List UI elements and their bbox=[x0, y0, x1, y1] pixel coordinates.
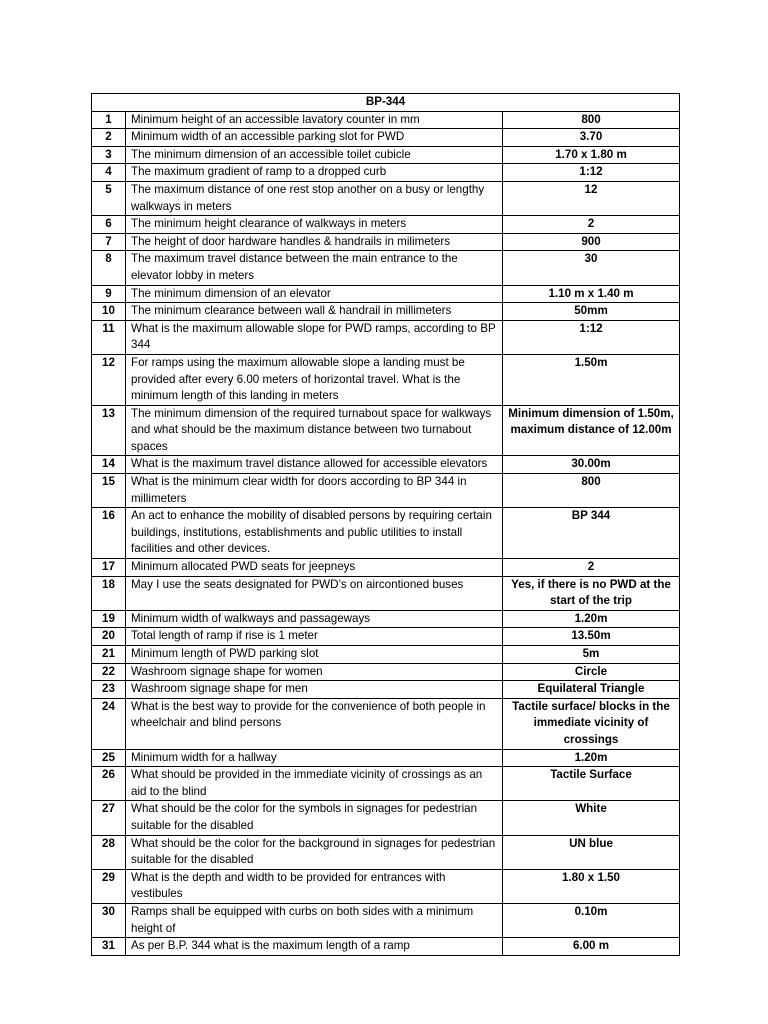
table-body bbox=[92, 111, 680, 955]
answer-cell: 900 bbox=[503, 233, 680, 251]
question-cell: May I use the seats designated for PWD’s on aircontioned buses bbox=[126, 576, 503, 610]
row-number: 27 bbox=[92, 801, 126, 835]
question-cell: The maximum distance of one rest stop another on a busy or lengthy walkways in meters bbox=[126, 181, 503, 215]
question-cell: What is the maximum allowable slope for PWD ramps, according to BP 344 bbox=[126, 320, 503, 354]
table-row bbox=[92, 663, 680, 681]
answer-cell: 2 bbox=[503, 559, 680, 577]
row-number: 11 bbox=[92, 320, 126, 354]
row-number: 15 bbox=[92, 474, 126, 508]
table-row bbox=[92, 474, 680, 508]
question-cell: What should be provided in the immediate vicinity of crossings as an aid to the blind bbox=[126, 767, 503, 801]
answer-cell: 0.10m bbox=[503, 903, 680, 937]
row-number: 8 bbox=[92, 251, 126, 285]
row-number: 12 bbox=[92, 354, 126, 405]
answer-cell: 1.80 x 1.50 bbox=[503, 869, 680, 903]
question-cell: What is the depth and width to be provided for entrances with vestibules bbox=[126, 869, 503, 903]
table-row bbox=[92, 111, 680, 129]
answer-cell: Tactile Surface bbox=[503, 767, 680, 801]
row-number: 29 bbox=[92, 869, 126, 903]
answer-cell: Circle bbox=[503, 663, 680, 681]
answer-cell: 1:12 bbox=[503, 320, 680, 354]
answer-cell: 6.00 m bbox=[503, 938, 680, 956]
table-row bbox=[92, 576, 680, 610]
row-number: 6 bbox=[92, 216, 126, 234]
row-number: 10 bbox=[92, 303, 126, 321]
table-row bbox=[92, 129, 680, 147]
answer-cell: 30 bbox=[503, 251, 680, 285]
row-number: 24 bbox=[92, 698, 126, 749]
question-cell: The height of door hardware handles & handrails in milimeters bbox=[126, 233, 503, 251]
table-row bbox=[92, 508, 680, 559]
table-row bbox=[92, 303, 680, 321]
answer-cell: 1.20m bbox=[503, 749, 680, 767]
question-cell: An act to enhance the mobility of disabled persons by requiring certain buildings, institutions, establishments and public utilities to install facilities and other devices. bbox=[126, 508, 503, 559]
question-cell: The minimum dimension of the required turnabout space for walkways and what should be the maximum distance between two turnabout spaces bbox=[126, 405, 503, 456]
answer-cell: Yes, if there is no PWD at the start of the trip bbox=[503, 576, 680, 610]
answer-cell: 800 bbox=[503, 111, 680, 129]
answer-cell: 1.70 x 1.80 m bbox=[503, 146, 680, 164]
table-row bbox=[92, 610, 680, 628]
answer-cell: 1:12 bbox=[503, 164, 680, 182]
answer-cell: Tactile surface/ blocks in the immediate vicinity of crossings bbox=[503, 698, 680, 749]
table-row bbox=[92, 320, 680, 354]
row-number: 4 bbox=[92, 164, 126, 182]
question-cell: Washroom signage shape for women bbox=[126, 663, 503, 681]
table-row bbox=[92, 938, 680, 956]
row-number: 18 bbox=[92, 576, 126, 610]
table-row bbox=[92, 181, 680, 215]
answer-cell: Equilateral Triangle bbox=[503, 681, 680, 699]
table-row bbox=[92, 146, 680, 164]
row-number: 7 bbox=[92, 233, 126, 251]
question-cell: What is the minimum clear width for doors according to BP 344 in millimeters bbox=[126, 474, 503, 508]
row-number: 9 bbox=[92, 285, 126, 303]
bp344-table bbox=[91, 93, 680, 956]
table-row bbox=[92, 405, 680, 456]
question-cell: Total length of ramp if rise is 1 meter bbox=[126, 628, 503, 646]
table-row bbox=[92, 903, 680, 937]
answer-cell: 12 bbox=[503, 181, 680, 215]
answer-cell: UN blue bbox=[503, 835, 680, 869]
question-cell: For ramps using the maximum allowable slope a landing must be provided after every 6.00 meters of horizontal travel. What is the minimum length of this landing in meters bbox=[126, 354, 503, 405]
table-row bbox=[92, 164, 680, 182]
question-cell: What should be the color for the symbols in signages for pedestrian suitable for the disabled bbox=[126, 801, 503, 835]
answer-cell: 50mm bbox=[503, 303, 680, 321]
row-number: 28 bbox=[92, 835, 126, 869]
table-row bbox=[92, 285, 680, 303]
row-number: 20 bbox=[92, 628, 126, 646]
answer-cell: 30.00m bbox=[503, 456, 680, 474]
row-number: 25 bbox=[92, 749, 126, 767]
table-row bbox=[92, 456, 680, 474]
answer-cell: 800 bbox=[503, 474, 680, 508]
answer-cell: 2 bbox=[503, 216, 680, 234]
row-number: 31 bbox=[92, 938, 126, 956]
answer-cell: White bbox=[503, 801, 680, 835]
table-row bbox=[92, 698, 680, 749]
row-number: 23 bbox=[92, 681, 126, 699]
question-cell: Washroom signage shape for men bbox=[126, 681, 503, 699]
question-cell: Minimum width of an accessible parking slot for PWD bbox=[126, 129, 503, 147]
row-number: 14 bbox=[92, 456, 126, 474]
question-cell: The minimum height clearance of walkways in meters bbox=[126, 216, 503, 234]
table-row bbox=[92, 801, 680, 835]
table-title: BP-344 bbox=[92, 94, 680, 112]
row-number: 17 bbox=[92, 559, 126, 577]
table-row bbox=[92, 646, 680, 664]
row-number: 26 bbox=[92, 767, 126, 801]
row-number: 22 bbox=[92, 663, 126, 681]
table-row bbox=[92, 628, 680, 646]
question-cell: What is the maximum travel distance allowed for accessible elevators bbox=[126, 456, 503, 474]
question-cell: Ramps shall be equipped with curbs on both sides with a minimum height of bbox=[126, 903, 503, 937]
table-row bbox=[92, 835, 680, 869]
question-cell: Minimum allocated PWD seats for jeepneys bbox=[126, 559, 503, 577]
question-cell: Minimum length of PWD parking slot bbox=[126, 646, 503, 664]
answer-cell: 3.70 bbox=[503, 129, 680, 147]
answer-cell: 1.20m bbox=[503, 610, 680, 628]
row-number: 19 bbox=[92, 610, 126, 628]
answer-cell: 1.50m bbox=[503, 354, 680, 405]
question-cell: Minimum width for a hallway bbox=[126, 749, 503, 767]
answer-cell: BP 344 bbox=[503, 508, 680, 559]
question-cell: As per B.P. 344 what is the maximum length of a ramp bbox=[126, 938, 503, 956]
question-cell: What should be the color for the background in signages for pedestrian suitable for the disabled bbox=[126, 835, 503, 869]
question-cell: The maximum gradient of ramp to a dropped curb bbox=[126, 164, 503, 182]
table-row bbox=[92, 681, 680, 699]
document-page bbox=[91, 93, 679, 956]
table-row bbox=[92, 233, 680, 251]
table-row bbox=[92, 559, 680, 577]
answer-cell: 5m bbox=[503, 646, 680, 664]
row-number: 2 bbox=[92, 129, 126, 147]
question-cell: What is the best way to provide for the convenience of both people in wheelchair and blind persons bbox=[126, 698, 503, 749]
row-number: 5 bbox=[92, 181, 126, 215]
table-row bbox=[92, 869, 680, 903]
question-cell: Minimum height of an accessible lavatory counter in mm bbox=[126, 111, 503, 129]
row-number: 30 bbox=[92, 903, 126, 937]
answer-cell: 13.50m bbox=[503, 628, 680, 646]
question-cell: Minimum width of walkways and passageways bbox=[126, 610, 503, 628]
table-row bbox=[92, 354, 680, 405]
question-cell: The minimum clearance between wall & handrail in millimeters bbox=[126, 303, 503, 321]
table-header-row bbox=[92, 94, 680, 112]
row-number: 21 bbox=[92, 646, 126, 664]
row-number: 13 bbox=[92, 405, 126, 456]
table-row bbox=[92, 251, 680, 285]
row-number: 3 bbox=[92, 146, 126, 164]
table-row bbox=[92, 216, 680, 234]
question-cell: The minimum dimension of an accessible toilet cubicle bbox=[126, 146, 503, 164]
table-row bbox=[92, 767, 680, 801]
row-number: 1 bbox=[92, 111, 126, 129]
table-row bbox=[92, 749, 680, 767]
question-cell: The minimum dimension of an elevator bbox=[126, 285, 503, 303]
answer-cell: Minimum dimension of 1.50m, maximum distance of 12.00m bbox=[503, 405, 680, 456]
question-cell: The maximum travel distance between the main entrance to the elevator lobby in meters bbox=[126, 251, 503, 285]
row-number: 16 bbox=[92, 508, 126, 559]
answer-cell: 1.10 m x 1.40 m bbox=[503, 285, 680, 303]
